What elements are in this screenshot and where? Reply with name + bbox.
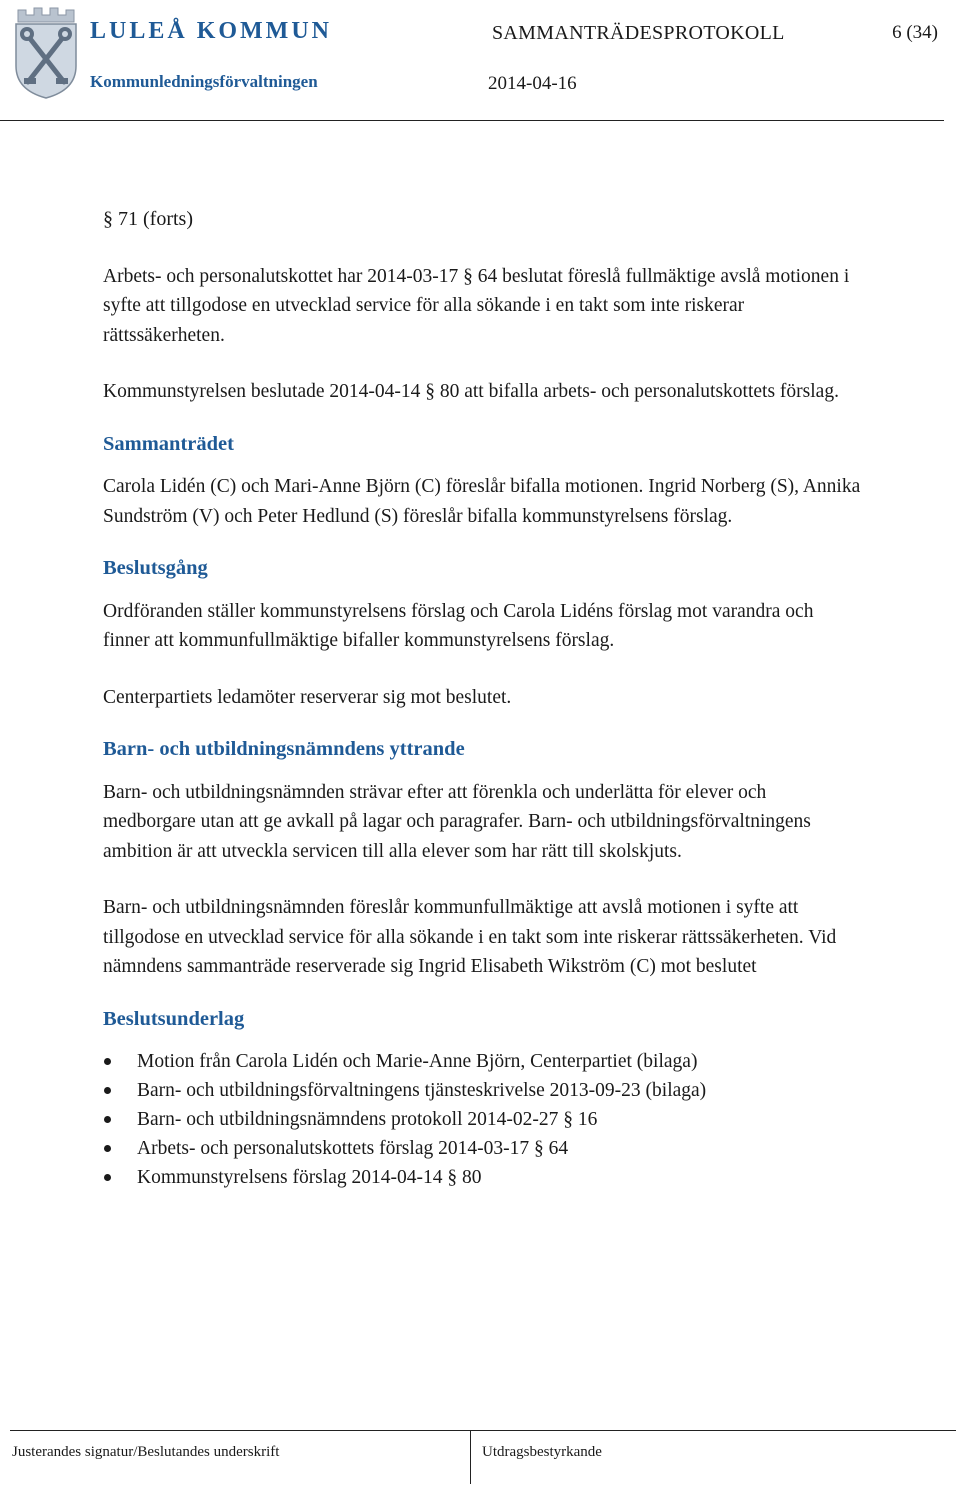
list-item-text: Barn- och utbildningsförvaltningens tjänsteskrivelse 2013-09-23 (bilaga) — [137, 1080, 707, 1101]
paragraph-ks-decision: Kommunstyrelsen beslutade 2014-04-14 § 80 att bifalla arbets- och personalutskottets förslag. — [103, 381, 839, 402]
paragraph-reservation: Centerpartiets ledamöter reserverar sig mot beslutet. — [103, 686, 512, 708]
list-item-text: Kommunstyrelsens förslag 2014-04-14 § 80 — [137, 1167, 482, 1188]
section-number: § 71 (forts) — [103, 208, 193, 230]
extract-label: Utdragsbestyrkande — [482, 1444, 602, 1460]
heading-beslutsgang: Beslutsgång — [103, 557, 208, 579]
paragraph-decision-procedure: Ordföranden ställer kommunstyrelsens förslag och Carola Lidéns förslag mot varandra och finner att kommunfullmäktige bifaller kommunstyrelsens förslag. — [103, 600, 814, 651]
list-item-text: Arbets- och personalutskottets förslag 2014-03-17 § 64 — [137, 1138, 569, 1159]
list-item — [103, 1047, 863, 1076]
paragraph-apu-decision: Arbets- och personalutskottet har 2014-03-17 § 64 beslutat föreslå fullmäktige avslå motionen i syfte att tillgodose en utvecklad service för alla sökande i en takt som inte riskerar rättssäkerheten. — [103, 265, 850, 346]
page-header — [0, 0, 960, 122]
heading-yttrande: Barn- och utbildningsnämndens yttrande — [103, 738, 465, 760]
bullet-icon — [104, 1116, 111, 1123]
document-type: SAMMANTRÄDESPROTOKOLL — [492, 22, 785, 44]
paragraph-yttrande-2: Barn- och utbildningsnämnden föreslår kommunfullmäktige att avslå motionen i syfte att tillgodose en utvecklad service för alla sökande i en takt som inte riskerar rättssäkerheten. Vid nämndens sammanträde reserverade sig Ingrid Elisabeth Wikström (C) mot beslutet — [103, 897, 837, 977]
footer-column-divider — [470, 1430, 471, 1484]
heading-sammantradet: Sammanträdet — [103, 432, 234, 455]
heading-beslutsunderlag: Beslutsunderlag — [103, 1007, 245, 1030]
protocol-body — [103, 205, 863, 1192]
list-item — [103, 1134, 863, 1163]
list-item — [103, 1076, 863, 1105]
footer-divider — [10, 1430, 956, 1431]
bullet-icon — [104, 1058, 111, 1065]
paragraph-proposals: Carola Lidén (C) och Mari-Anne Björn (C) föreslår bifalla motionen. Ingrid Norberg (S), Annika Sundström (V) och Peter Hedlund (S) föreslår bifalla kommunstyrelsens förslag. — [103, 476, 861, 527]
list-item-text: Barn- och utbildningsnämndens protokoll 2014-02-27 § 16 — [137, 1109, 598, 1130]
paragraph-yttrande-1: Barn- och utbildningsnämnden strävar efter att förenkla och underlätta för elever och medborgare utan att ge avkall på lagar och paragrafer. Barn- och utbildningsförvaltningens ambition är att utveckla servicen till alla elever som har rätt till skolskjuts. — [103, 781, 811, 862]
bullet-icon — [104, 1174, 111, 1181]
signature-label: Justerandes signatur/Beslutandes underskrift — [12, 1444, 280, 1460]
beslutsunderlag-list — [103, 1047, 863, 1192]
page-number: 6 (34) — [892, 22, 938, 43]
document-date: 2014-04-16 — [488, 73, 577, 94]
department-name: Kommunledningsförvaltningen — [90, 72, 318, 91]
list-item-text: Motion från Carola Lidén och Marie-Anne Björn, Centerpartiet (bilaga) — [137, 1051, 698, 1072]
bullet-icon — [104, 1145, 111, 1152]
list-item — [103, 1105, 863, 1134]
bullet-icon — [104, 1087, 111, 1094]
coat-of-arms-icon — [12, 4, 80, 100]
signature-footer — [10, 1430, 956, 1484]
organization-name: LULEÅ KOMMUN — [90, 18, 332, 44]
header-divider — [0, 120, 944, 121]
list-item — [103, 1163, 863, 1192]
